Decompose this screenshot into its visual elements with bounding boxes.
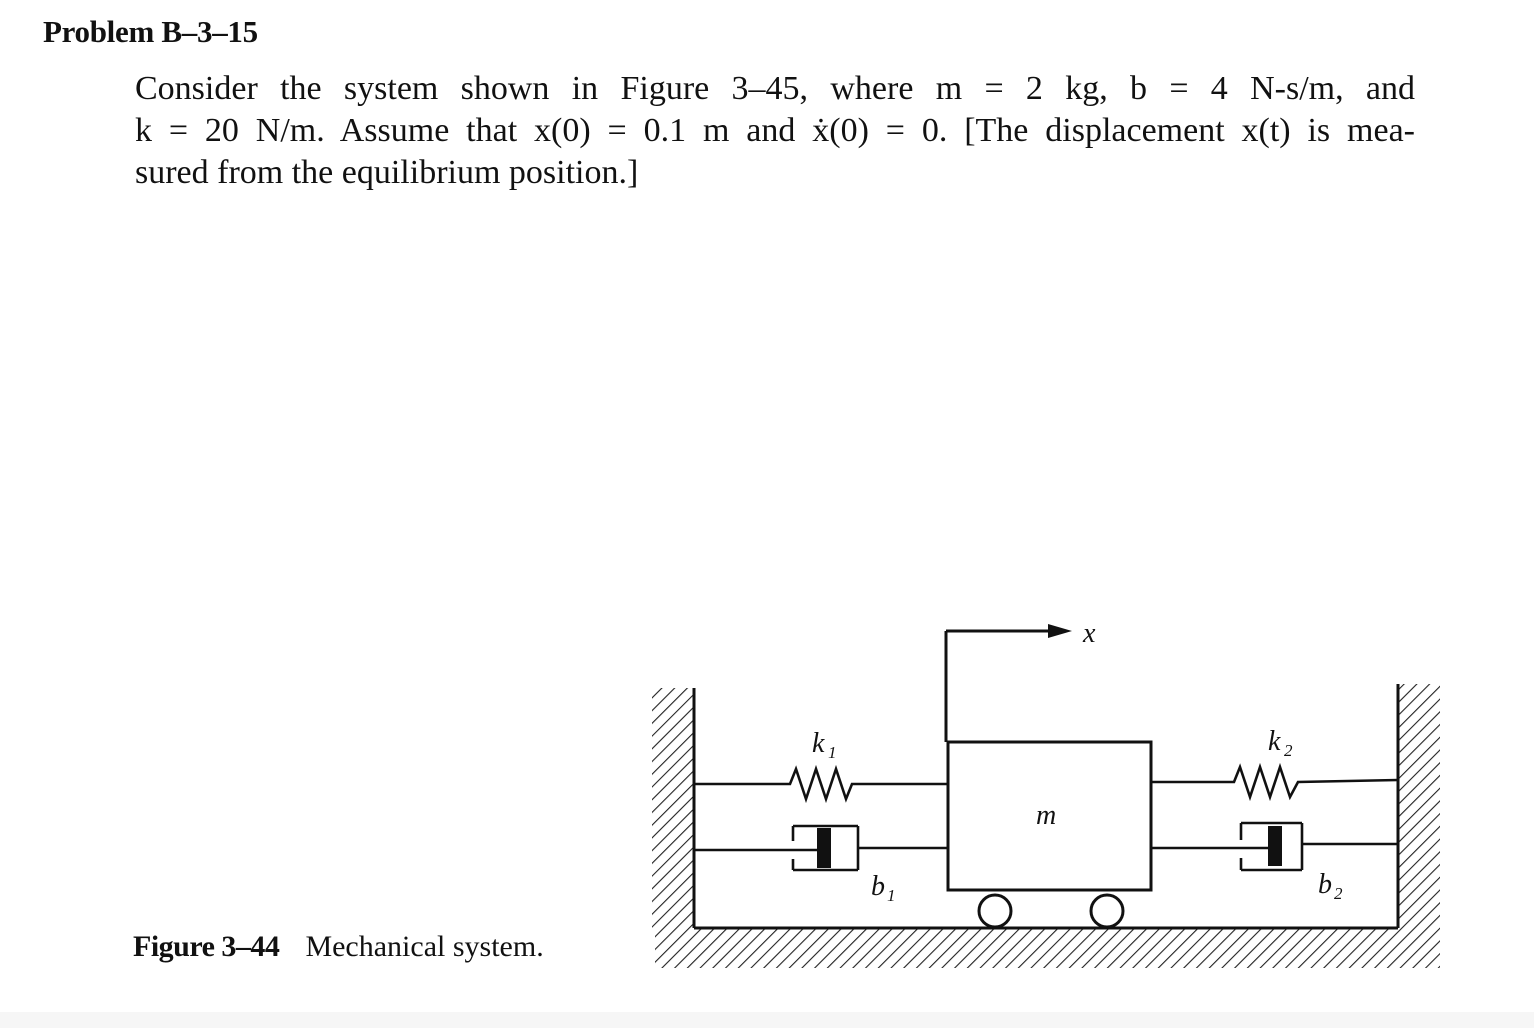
label-k1: k bbox=[812, 728, 825, 759]
label-k2: k bbox=[1268, 726, 1281, 757]
label-b2-subscript: 2 bbox=[1334, 884, 1343, 903]
left-wall-hatching bbox=[652, 688, 694, 928]
problem-line-3: sured from the equilibrium position.] bbox=[135, 154, 639, 191]
label-b1: b bbox=[871, 871, 885, 902]
problem-line-1: Consider the system shown in Figure 3–45, where m = 2 kg, b = 4 N-s/m, and bbox=[135, 70, 1415, 107]
ground-hatching bbox=[655, 928, 1440, 968]
damper-b1-piston bbox=[817, 828, 831, 868]
label-k2-subscript: 2 bbox=[1284, 741, 1293, 760]
figure-caption bbox=[133, 930, 544, 964]
label-b1-subscript: 1 bbox=[887, 886, 896, 905]
label-x: x bbox=[1083, 618, 1096, 649]
problem-line-2: k = 20 N/m. Assume that x(0) = 0.1 m and ẋ(0) = 0. [The displacement x(t) is mea- bbox=[135, 112, 1415, 149]
wheel-left bbox=[979, 895, 1011, 927]
label-b2: b bbox=[1318, 869, 1332, 900]
wheel-right bbox=[1091, 895, 1123, 927]
damper-b2-piston bbox=[1268, 826, 1282, 866]
figure-number: Figure 3–44 bbox=[133, 930, 280, 963]
bottom-strip bbox=[0, 1012, 1534, 1028]
figure-caption-text: Mechanical system. bbox=[305, 930, 544, 963]
label-k1-subscript: 1 bbox=[828, 743, 837, 762]
spring-k1 bbox=[694, 769, 948, 799]
right-wall-hatching bbox=[1398, 684, 1440, 928]
displacement-arrowhead bbox=[1048, 624, 1072, 638]
spring-k2 bbox=[1151, 767, 1398, 797]
label-mass: m bbox=[1036, 800, 1057, 831]
problem-title: Problem B–3–15 bbox=[43, 14, 258, 49]
